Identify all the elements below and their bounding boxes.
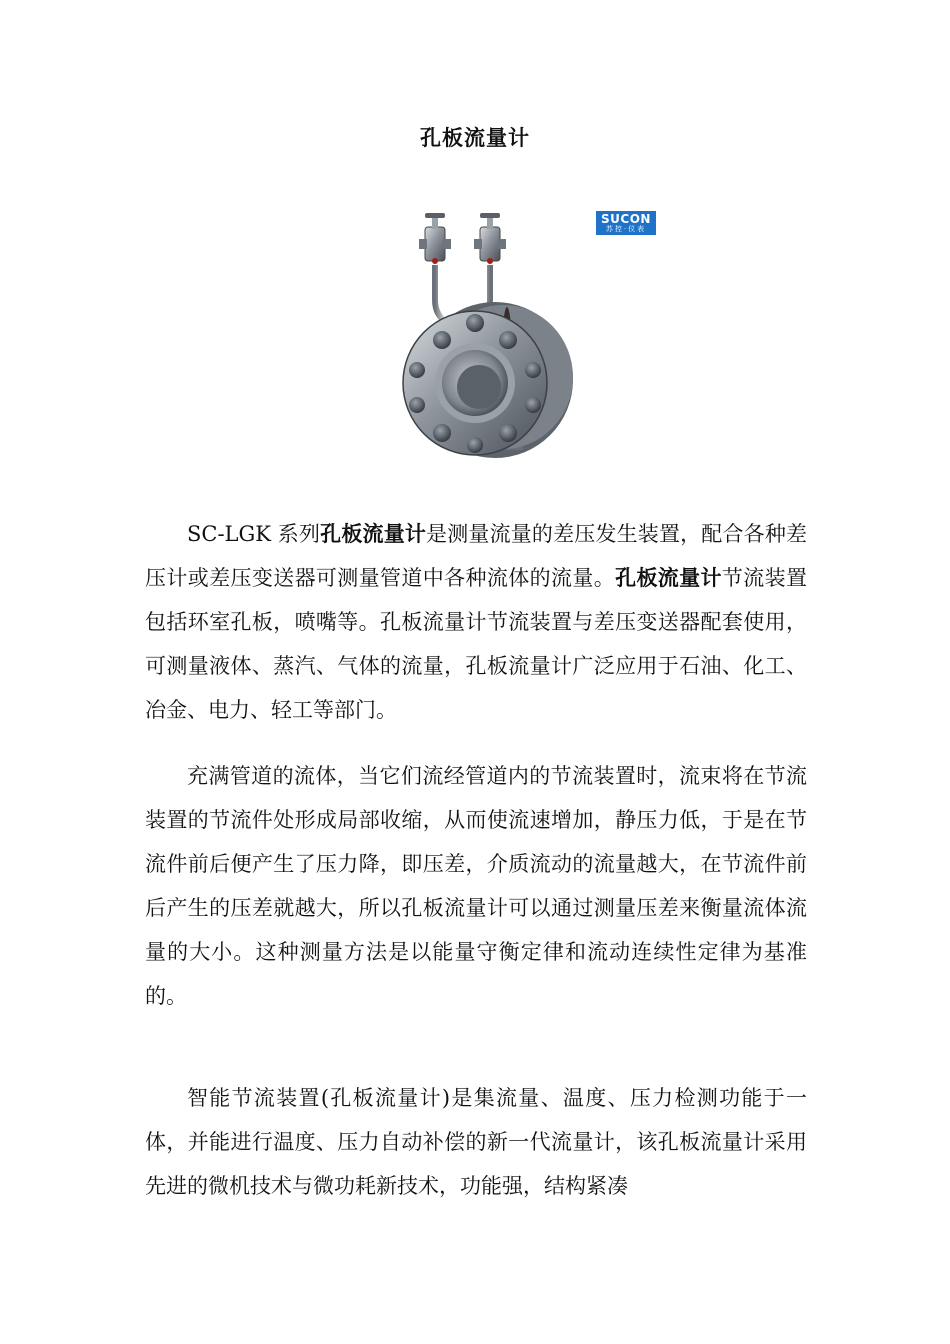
document-title: 孔板流量计: [420, 125, 530, 150]
logo-subtitle: 苏控·仪表: [605, 225, 647, 233]
paragraph-1-e: 节流装置包括环室孔板，喷嘴等。孔板流量计节流装置与差压变送器配套使用，可测量液体、蒸汽、气体的流量，孔板流量计广泛应用于石油、化工、冶金、电力、轻工等部门。: [145, 566, 808, 722]
paragraph-1: [145, 512, 807, 732]
paragraph-1-c: 是测量流量的差压发生装置，配合各种差压计或差压变送器可测量管道中各种流体的流量。: [145, 522, 808, 590]
paragraph-1-b: 孔板流量计: [320, 521, 427, 546]
paragraph-3: 智能节流装置(孔板流量计)是集流量、温度、压力检测功能于一体，并能进行温度、压力自动补偿的新一代流量计，该孔板流量计采用先进的微机技术与微功耗新技术，功能强，结构紧凑: [145, 1086, 807, 1198]
paragraph-1-d: 孔板流量计: [615, 565, 722, 590]
logo-brand: SUCON: [601, 212, 651, 226]
orifice-flowmeter-image: [395, 205, 665, 475]
paragraph-1-a: SC-LGK 系列: [187, 522, 321, 546]
paragraph-2: 充满管道的流体，当它们流经管道内的节流装置时，流束将在节流装置的节流件处形成局部收缩，从而使流速增加，静压力低，于是在节流件前后便产生了压力降，即压差，介质流动的流量越大，在节流件前后产生的压差就越大，所以孔板流量计可以通过测量压差来衡量流体流量的大小。这种测量方法是以能量守衡定律和流动连续性定律为基准的。: [145, 764, 807, 1008]
